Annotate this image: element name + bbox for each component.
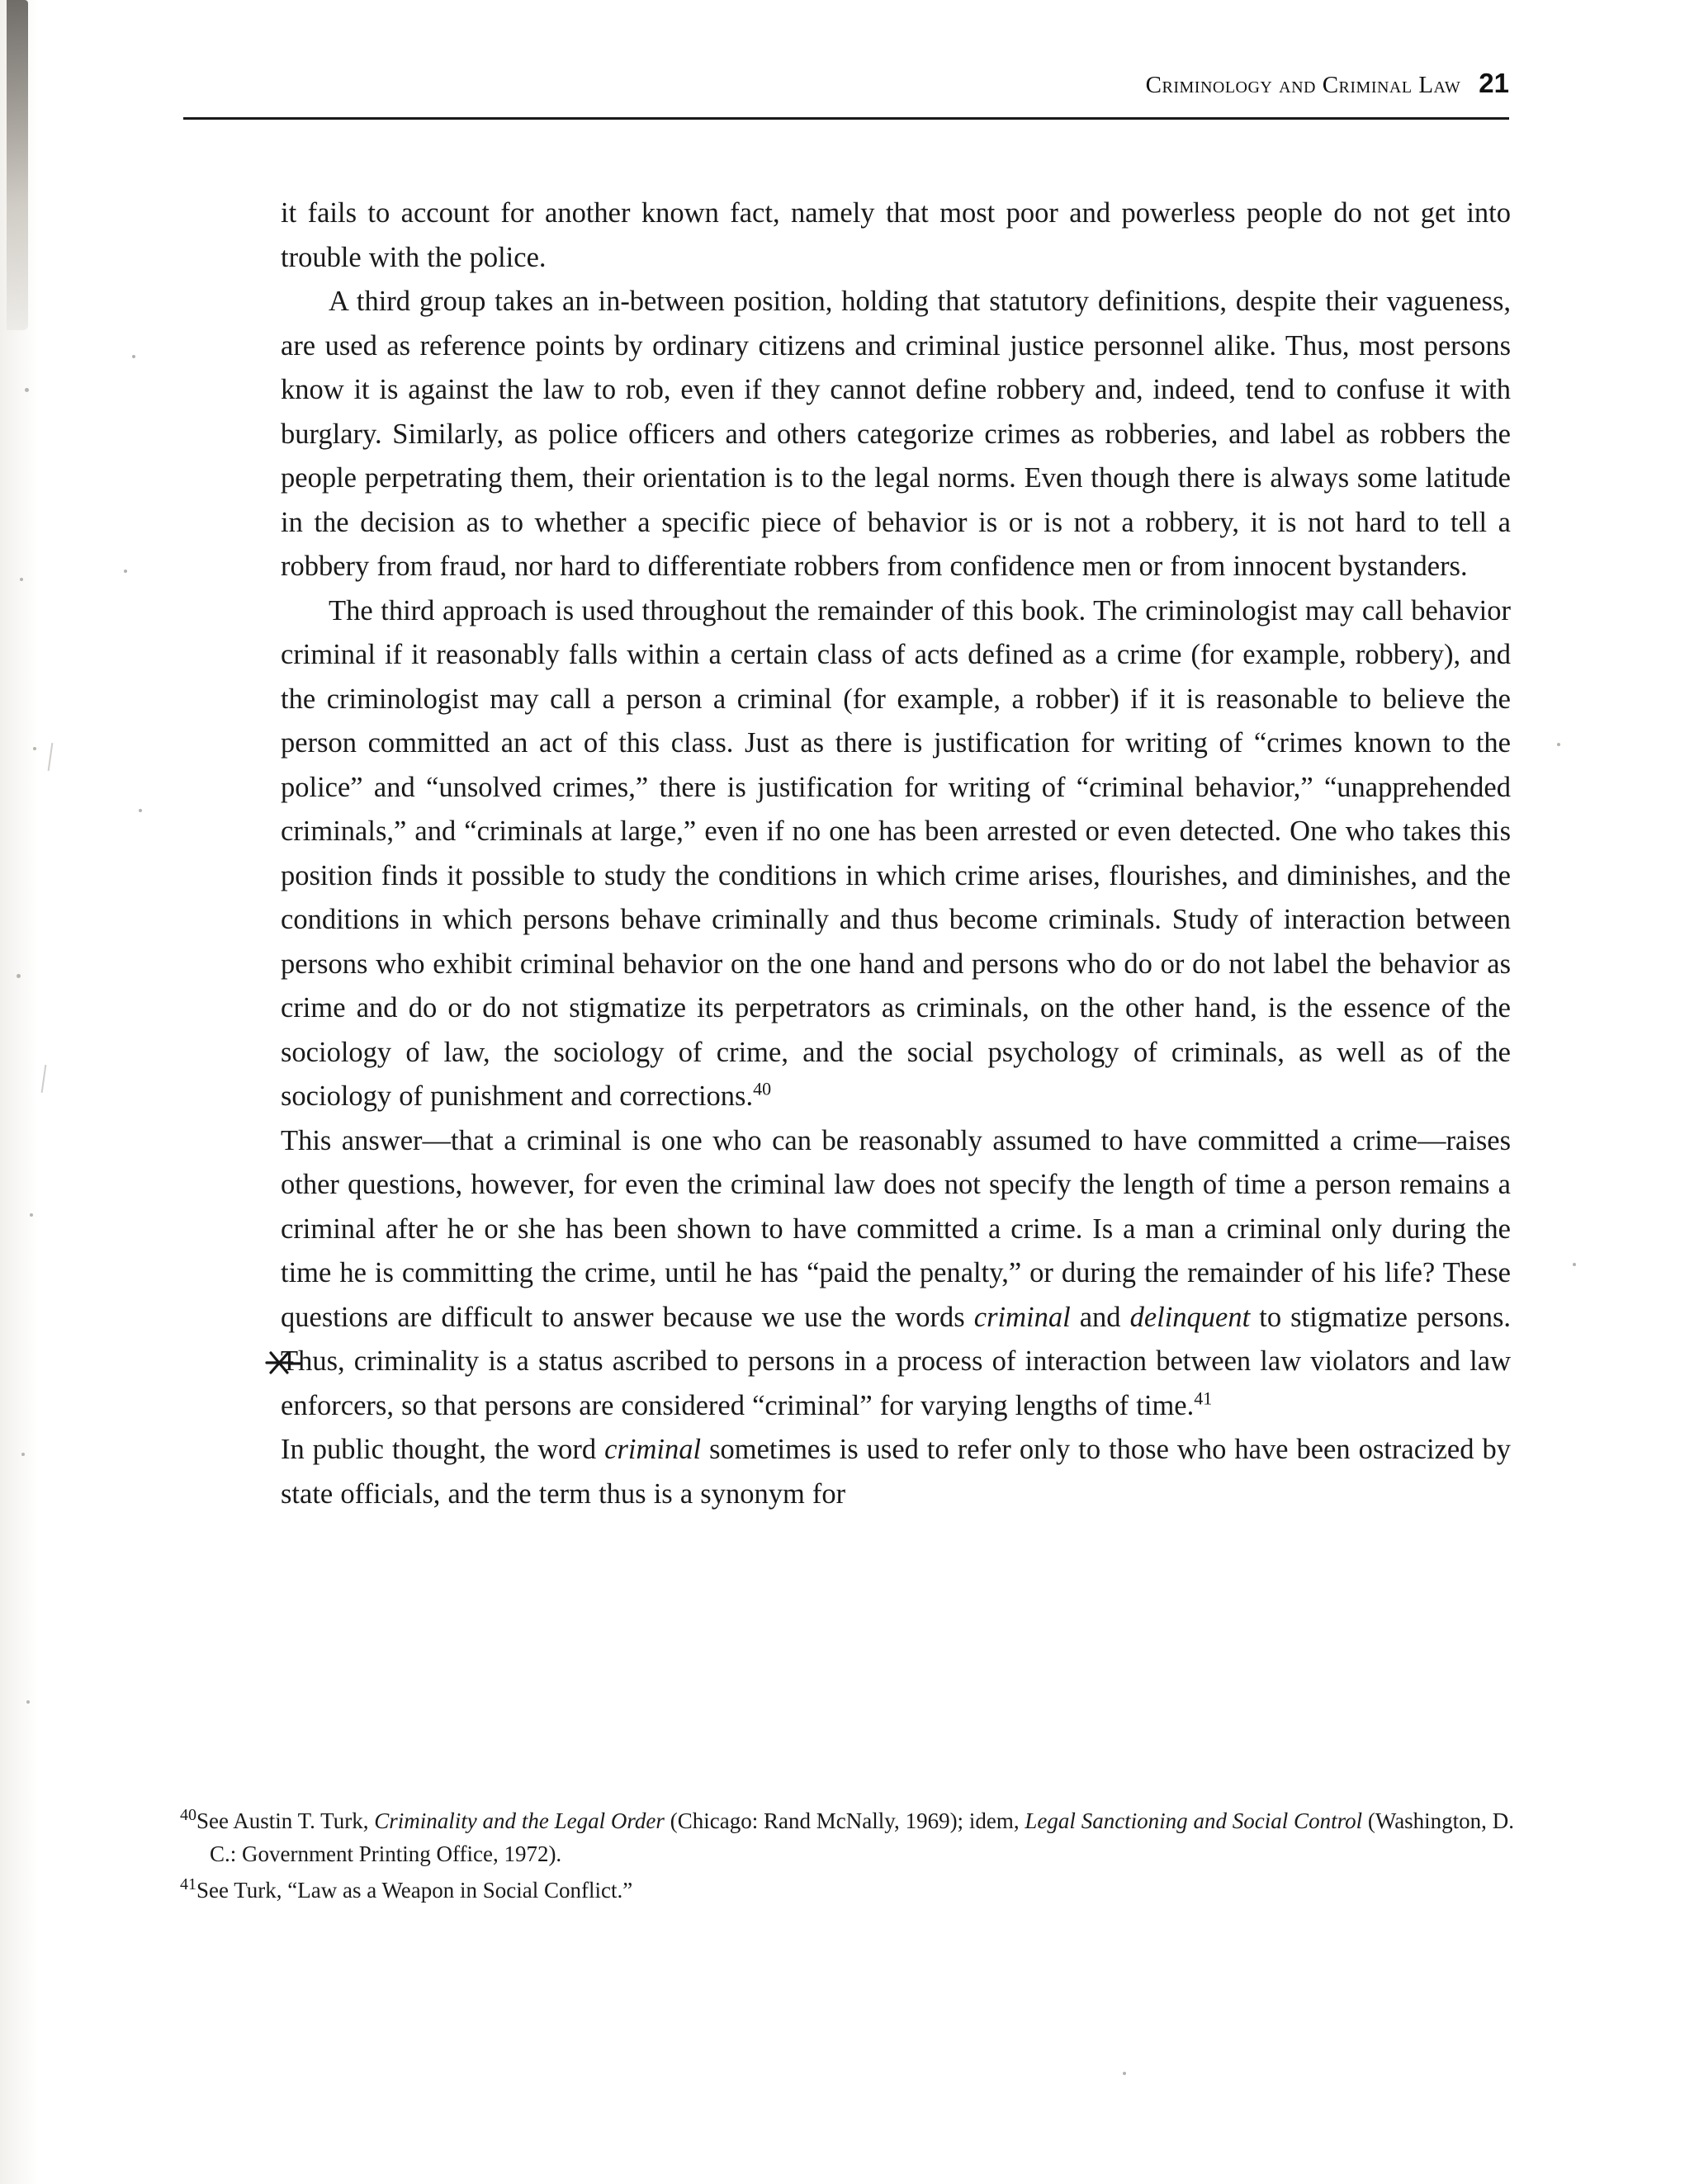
scan-speck (20, 578, 23, 581)
scan-speck (17, 974, 21, 978)
scan-streak (48, 743, 54, 771)
scan-edge-shadow (0, 0, 38, 2184)
header-rule (183, 117, 1509, 120)
footnote-text: (Washington, D. C.: Government Printing Office, 1972). (210, 1808, 1514, 1866)
paragraph (281, 1119, 1511, 1429)
paragraph-text: This answer—that a criminal is one who can be reasonably assumed to have committed a crime—raises other questions, however, for even the criminal law does not specify the length of time a person remains a criminal after he or she has been shown to have committed a crime. Is a man a criminal only during the time he is committing the crime, until he has “paid the penalty,” or during the remainder of his life? These questions are difficult to answer because we use the words (281, 1124, 1511, 1333)
footnote-italic-title: Criminality and the Legal Order (374, 1808, 665, 1833)
running-head (183, 68, 1509, 99)
scan-binding-artifact (7, 0, 28, 330)
scan-speck (33, 747, 36, 750)
paragraph: A third group takes an in-between position, holding that statutory definitions, despite their vagueness, are used as reference points by ordinary citizens and criminal justice personnel alike. Thus, most persons know it is against the law to rob, even if they cannot define robbery and, indeed, tend to confuse it with burglary. Similarly, as police officers and others categorize crimes as robberies, and label as robbers the people perpetrating them, their orientation is to the legal norms. Even though there is always some latitude in the decision as to whether a specific piece of behavior is or is not a robbery, it is not hard to tell a robbery from fraud, nor hard to differentiate robbers from confidence men or from innocent bystanders. (281, 286, 1511, 582)
italic-term: criminal (973, 1301, 1071, 1333)
scan-speck (132, 355, 135, 358)
footnote-block (180, 1804, 1514, 1910)
paragraph-text: sometimes is used to refer only to those who have been ostracized by state officials, and the term thus is a synonym for (281, 1434, 1511, 1510)
footnote-text: See Austin T. Turk, (196, 1808, 375, 1833)
paragraph-text: The third approach is used throughout the remainder of this book. The criminologist may call behavior criminal if it reasonably falls within a certain class of acts defined as a crime (for example, robbery), and the criminologist may call a person a criminal (for example, a robber) if it is reasonable to believe the person committed an act of this class. Just as there is justification for writing of “crimes known to the police” and “unsolved crimes,” there is justification for writing of “criminal behavior,” “unapprehended criminals,” and “criminals at large,” even if no one has been arrested or even detected. One who takes this position finds it possible to study the conditions in which crime arises, flourishes, and diminishes, and the conditions in which persons behave criminally and thus become criminals. Study of interaction between persons who exhibit criminal behavior on the one hand and persons who do or do not label the behavior as crime and do or do not stigmatize its perpetrators as criminals, on the other hand, is the essence of the sociology of law, the sociology of crime, and the social psychology of criminals, as well as of the sociology of punishment and corrections. (281, 594, 1511, 1112)
footnote-marker: 41 (180, 1875, 196, 1893)
italic-term: delinquent (1129, 1301, 1251, 1333)
page-number: 21 (1479, 68, 1509, 98)
paragraph: it fails to account for another known fact, namely that most poor and powerless people do not get into trouble with the police. (281, 197, 1511, 273)
footnote (180, 1874, 1514, 1907)
footnote-text: (Chicago: Rand McNally, 1969); idem, (664, 1808, 1025, 1833)
scan-speck (25, 388, 29, 392)
scan-speck (1123, 2072, 1126, 2075)
footnote-italic-title: Legal Sanctioning and Social Control (1025, 1808, 1363, 1833)
paragraph-text: In public thought, the word (281, 1434, 605, 1465)
paragraph-text: to stigmatize persons. Thus, criminality is a status ascribed to persons in a process of interaction between law violators and law enforcers, so that persons are considered “criminal” for varying lengths of time. (281, 1301, 1511, 1421)
scan-speck (26, 1700, 30, 1704)
body-text-column (281, 191, 1511, 1516)
footnote-reference-41: 41 (1194, 1387, 1213, 1408)
scan-speck (139, 809, 142, 812)
scan-speck (124, 570, 127, 573)
footnote-text: See Turk, “Law as a Weapon in Social Conflict.” (196, 1878, 633, 1903)
scan-speck (30, 1213, 33, 1217)
paragraph (281, 1428, 1511, 1516)
scan-streak (41, 1065, 47, 1093)
italic-term: criminal (604, 1434, 702, 1465)
paragraph (281, 589, 1511, 1119)
footnote-marker: 40 (180, 1806, 196, 1824)
scan-speck (1573, 1263, 1576, 1266)
footnote-reference-40: 40 (753, 1078, 772, 1099)
footnote (180, 1804, 1514, 1870)
running-head-title: Criminology and Criminal Law (1145, 72, 1461, 98)
scan-speck (21, 1453, 25, 1456)
paragraph-text: and (1070, 1301, 1130, 1333)
scan-speck (1557, 743, 1560, 746)
